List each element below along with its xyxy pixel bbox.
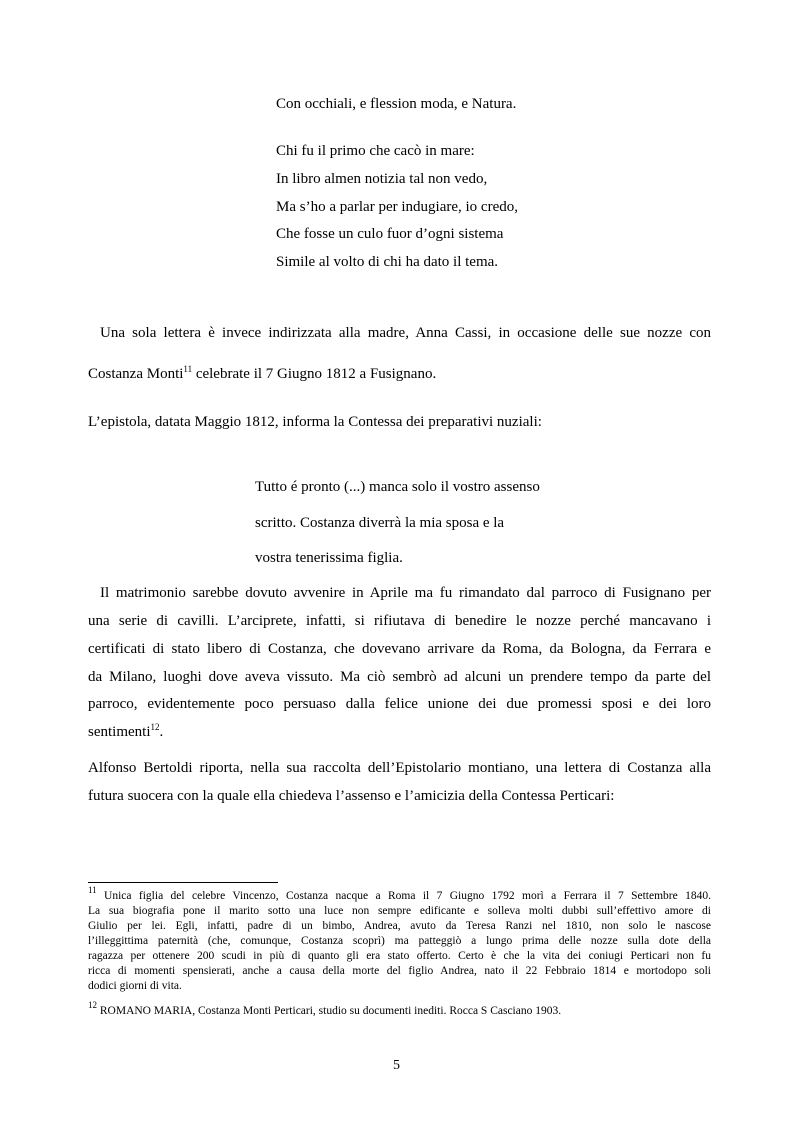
- footnote: [88, 1000, 711, 1019]
- paragraph-line: L’epistola, datata Maggio 1812, informa la Contessa dei preparativi nuziali:: [88, 414, 542, 430]
- footnote-line: [88, 1000, 711, 1019]
- quote-line: scritto. Costanza diverrà la mia sposa e la: [255, 515, 505, 531]
- paragraph-text: sentimenti: [88, 724, 151, 740]
- paragraph-line: Una sola lettera è invece indirizzata alla madre, Anna Cassi, in occasione delle sue nozze con: [100, 325, 711, 341]
- paragraph-line: certificati di stato libero di Costanza, che dovevano arrivare da Roma, da Bologna, da Ferrara e: [88, 641, 711, 657]
- footnote-number: 12: [88, 1000, 97, 1010]
- quote-line: Tutto é pronto (...) manca solo il vostro assenso: [255, 479, 540, 495]
- footnote-separator: [88, 882, 278, 883]
- poem-line: Che fosse un culo fuor d’ogni sistema: [276, 226, 504, 242]
- paragraph-line: [88, 723, 163, 741]
- paragraph-text: celebrate il 7 Giugno 1812 a Fusignano.: [192, 366, 437, 382]
- footnote-line: [88, 885, 711, 904]
- paragraph-line: [88, 365, 436, 383]
- footnote-line: dodici giorni di vita.: [88, 980, 182, 992]
- paragraph-line: futura suocera con la quale ella chiedeva l’assenso e l’amicizia della Contessa Perticari:: [88, 788, 615, 804]
- page-number: 5: [393, 1058, 400, 1073]
- paragraph-line: Il matrimonio sarebbe dovuto avvenire in Aprile ma fu rimandato dal parroco di Fusignano per: [100, 585, 711, 601]
- footnote-ref: 12: [150, 722, 160, 732]
- paragraph-text: Costanza Monti: [88, 366, 184, 382]
- footnote-text: ROMANO MARIA, Costanza Monti Perticari, studio su documenti inediti. Rocca S Casciano 1903.: [97, 1005, 562, 1017]
- footnote: [88, 885, 711, 994]
- footnote-text: Unica figlia del celebre Vincenzo, Costanza nacque a Roma il 7 Giugno 1792 morì a Ferrara il 7 Settembre 1840.: [96, 890, 711, 902]
- footnote-line: Giulio per lei. Egli, infatti, padre di un bimbo, Andrea, avuto da Teresa Ranzi nel 1810, non solo le nascose: [88, 920, 711, 932]
- quote-line: vostra tenerissima figlia.: [255, 550, 403, 566]
- paragraph-text: .: [159, 724, 164, 740]
- poem-line: In libro almen notizia tal non vedo,: [276, 171, 488, 187]
- paragraph-line: Alfonso Bertoldi riporta, nella sua raccolta dell’Epistolario montiano, una lettera di Costanza alla: [88, 760, 711, 776]
- footnote-line: l’illeggittima paternità (che, comunque, Costanza scoprì) ma patteggiò a lungo prima delle nozze sulla dote della: [88, 935, 711, 947]
- poem-line: Con occhiali, e flession moda, e Natura.: [276, 96, 517, 112]
- footnote-ref: 11: [183, 364, 193, 374]
- footnote-line: ragazza per ottenere 200 scudi in più di quanto gli era stato offerto. Certo è che la vita dei coniugi Perticari non fu: [88, 950, 711, 962]
- footnote-line: ricca di momenti spensierati, anche a causa della morte del figlio Andrea, nato il 22 Febbraio 1814 e mortodopo soli: [88, 965, 711, 977]
- poem-line: Ma s’ho a parlar per indugiare, io credo,: [276, 199, 518, 215]
- paragraph-line: da Milano, luoghi dove aveva vissuto. Ma ciò sembrò ad alcuni un prendere tempo da parte del: [88, 669, 711, 685]
- paragraph-line: parroco, evidentemente poco persuaso dalla felice unione dei due promessi sposi e dei loro: [88, 696, 711, 712]
- footnote-number: 11: [88, 885, 97, 895]
- poem-line: Simile al volto di chi ha dato il tema.: [276, 254, 499, 270]
- footnote-line: La sua biografia pone il marito sotto una luce non sempre edificante e solleva molti dubbi sull’effettivo amore di: [88, 905, 711, 917]
- poem-line: Chi fu il primo che cacò in mare:: [276, 143, 475, 159]
- paragraph-line: una serie di cavilli. L’arciprete, infatti, si rifiutava di benedire le nozze perché mancavano i: [88, 613, 711, 629]
